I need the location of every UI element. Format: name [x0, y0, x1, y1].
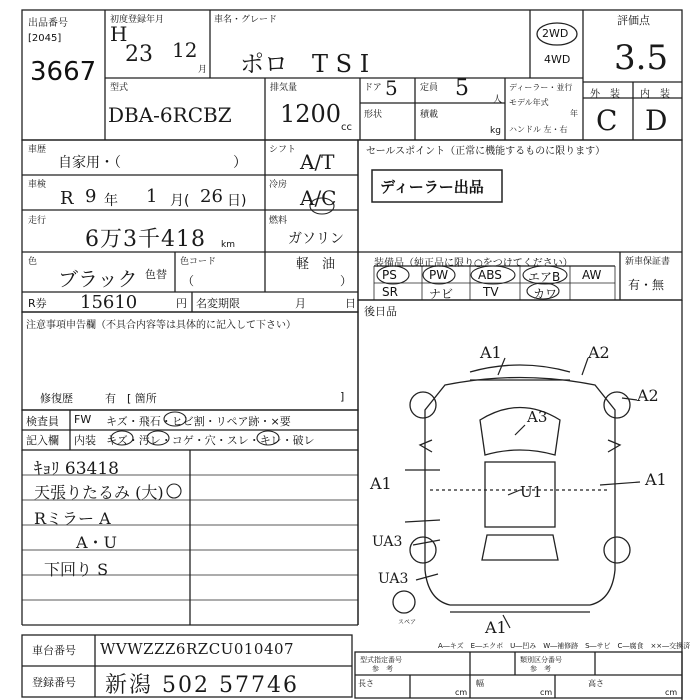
color-change-label: 色替: [145, 268, 167, 281]
mark-right-front: A2: [637, 386, 659, 405]
aftermarket-label: 後日品: [364, 305, 397, 318]
recycle-value: 15610: [80, 292, 138, 313]
score: 3.5: [614, 38, 669, 78]
era: H: [110, 22, 128, 46]
inspector-fw: FW: [74, 413, 92, 426]
mark-left-rear: UA3: [372, 534, 403, 550]
equip-ps: PS: [382, 268, 397, 282]
mark-rear: A1: [485, 618, 507, 637]
note-line1: ｷｮﾘ 63418: [34, 459, 119, 479]
repair-close: ]: [340, 390, 345, 403]
recycle-label: R券: [28, 297, 47, 310]
inspection-day-unit: 日): [227, 193, 247, 209]
year-unit: 年: [570, 109, 578, 118]
fuel-alt: 軽 油: [296, 257, 336, 272]
interior-grade: D: [645, 104, 668, 137]
fuel-label: 燃料: [269, 216, 288, 226]
plate-value: 新潟 502 57746: [105, 673, 299, 698]
handle-label: ハンドル 左・右: [509, 125, 568, 134]
note-line5: 下回り S: [44, 560, 109, 579]
mark-hood: A3: [527, 408, 548, 426]
first-reg-label: 初度登録年月: [110, 15, 165, 25]
load-unit: kg: [490, 126, 501, 136]
equip-sr: SR: [382, 285, 398, 299]
inspection-month-unit: 月(: [170, 193, 190, 209]
model: DBA-6RCBZ: [108, 103, 232, 127]
history-label: 車歴: [28, 145, 47, 155]
interior-label: 内 装: [640, 89, 670, 100]
month: 12: [172, 38, 198, 62]
note-line2: 天張りたるみ (大): [34, 483, 164, 502]
equip-leather: カワ: [533, 287, 558, 301]
shape-label: 形状: [364, 110, 383, 120]
inspection-year: 9: [85, 186, 97, 207]
ac-label: 冷房: [269, 180, 288, 190]
length-cm: cm: [455, 688, 468, 697]
drive-2wd: 2WD: [542, 27, 569, 40]
equip-abs: ABS: [478, 268, 502, 282]
inspector-row1: キズ・飛石・ヒビ割・リペア跡・×要: [106, 415, 291, 428]
notes-title: 注意事項申告欄（不具合内容等は具体的に記入して下さい）: [26, 320, 296, 331]
mark-left-door: A1: [370, 474, 392, 493]
load-label: 積載: [420, 110, 439, 120]
equip-navi: ナビ: [429, 287, 454, 301]
displacement: 1200: [280, 100, 342, 128]
inspection-month: 1: [146, 186, 158, 207]
warranty-value: 有・無: [628, 278, 665, 292]
nameholder-label: 名変期限: [196, 297, 240, 310]
drive-4wd: 4WD: [544, 53, 571, 66]
color-value: ブラック: [58, 267, 138, 291]
repair-label: 修復歴: [40, 392, 73, 405]
capacity: 5: [455, 76, 469, 101]
month-unit: 月: [198, 65, 208, 75]
mileage-label: 走行: [28, 216, 47, 226]
height-cm: cm: [665, 688, 678, 697]
shift-value: A/T: [300, 150, 335, 174]
chassis-value: WVWZZZ6RZCU010407: [100, 640, 295, 658]
warranty-label: 新車保証書: [625, 257, 671, 267]
sales-title: セールスポイント（正常に機能するものに限ります）: [366, 146, 606, 157]
doors: 5: [385, 76, 398, 100]
class-ref: 参 考: [530, 665, 551, 673]
fuel-value: ガソリン: [288, 231, 344, 247]
equip-tv: TV: [483, 285, 499, 299]
exterior-label: 外 装: [590, 89, 620, 100]
equipment-title: 装備品（純正品に限り○をつけてください）: [374, 258, 573, 269]
capacity-label: 定員: [420, 83, 439, 93]
mileage-unit: km: [221, 240, 235, 250]
disp-unit: cc: [341, 122, 352, 133]
mark-left-quarter: UA3: [378, 571, 409, 587]
day-word: 日: [345, 297, 356, 310]
paren-open: （: [182, 274, 195, 288]
lot-sub: [2045]: [28, 33, 62, 44]
year: 23: [125, 42, 153, 67]
color-code-label: 色コード: [180, 257, 217, 267]
class-title: 類別区分番号: [520, 656, 562, 664]
chassis-label: 車台番号: [32, 644, 76, 657]
length-label: 長さ: [358, 679, 374, 688]
inspector-row2: キズ・汚レ・コゲ・穴・スレ・キレ・破レ: [106, 434, 315, 447]
note-line3: Rミラー A: [34, 509, 111, 528]
lot-number: 3667: [30, 57, 97, 87]
dims-title: 型式指定番号: [360, 656, 402, 664]
mark-roof: U1: [520, 483, 543, 501]
model-label: 型式: [110, 83, 129, 93]
inspection-label: 車検: [28, 180, 47, 190]
equip-pw: PW: [429, 268, 449, 282]
color-label: 色: [28, 257, 38, 267]
height-label: 高さ: [588, 679, 604, 688]
spare-label: スペア: [398, 619, 417, 626]
mark-front-right: A2: [588, 343, 610, 362]
paren-close: ）: [340, 274, 353, 288]
mark-front-left: A1: [480, 343, 502, 362]
note-line4: A・U: [76, 533, 118, 552]
car-name: ポロ T S I: [240, 50, 370, 78]
model-year-label: モデル年式: [509, 98, 549, 107]
inspection-year-unit: 年: [104, 193, 118, 209]
width-label: 幅: [476, 679, 484, 688]
ac-value: A/C: [300, 186, 337, 210]
dealer-label: ディーラー・並行: [509, 83, 573, 92]
history-value: 自家用・（ ）: [58, 155, 247, 171]
exterior-grade: C: [596, 104, 618, 137]
mileage-value: 6万3千418: [85, 227, 206, 252]
score-label: 評価点: [617, 14, 650, 27]
name-label: 車名・グレード: [214, 15, 278, 25]
plate-label: 登録番号: [32, 676, 76, 689]
mark-right-door: A1: [645, 470, 667, 489]
recycle-unit: 円: [176, 297, 187, 310]
width-cm: cm: [540, 688, 553, 697]
lot-label: 出品番号: [28, 18, 68, 29]
inspector-row2-label: 内装: [74, 434, 96, 447]
dims-ref: 参 考: [372, 665, 393, 673]
month-word: 月: [295, 297, 306, 310]
inspector-label2: 記入欄: [26, 434, 59, 447]
door-label: ドア: [364, 83, 382, 93]
equip-airbag: エアB: [528, 270, 561, 284]
equip-aw: AW: [582, 268, 602, 282]
inspector-label1: 検査員: [26, 415, 59, 428]
inspection-era: R: [60, 188, 74, 209]
repair-value: 有 [ 箇所: [105, 392, 157, 405]
shift-label: シフト: [269, 145, 297, 155]
disp-label: 排気量: [270, 83, 298, 93]
diagram-legend: A―キズ E―エクボ U―凹み W―補修跡 S―サビ C―腐食 ××―交換済: [438, 642, 691, 650]
sales-highlight: ディーラー出品: [380, 178, 484, 196]
capacity-unit: 人: [493, 95, 503, 105]
inspection-day: 26: [200, 186, 223, 207]
